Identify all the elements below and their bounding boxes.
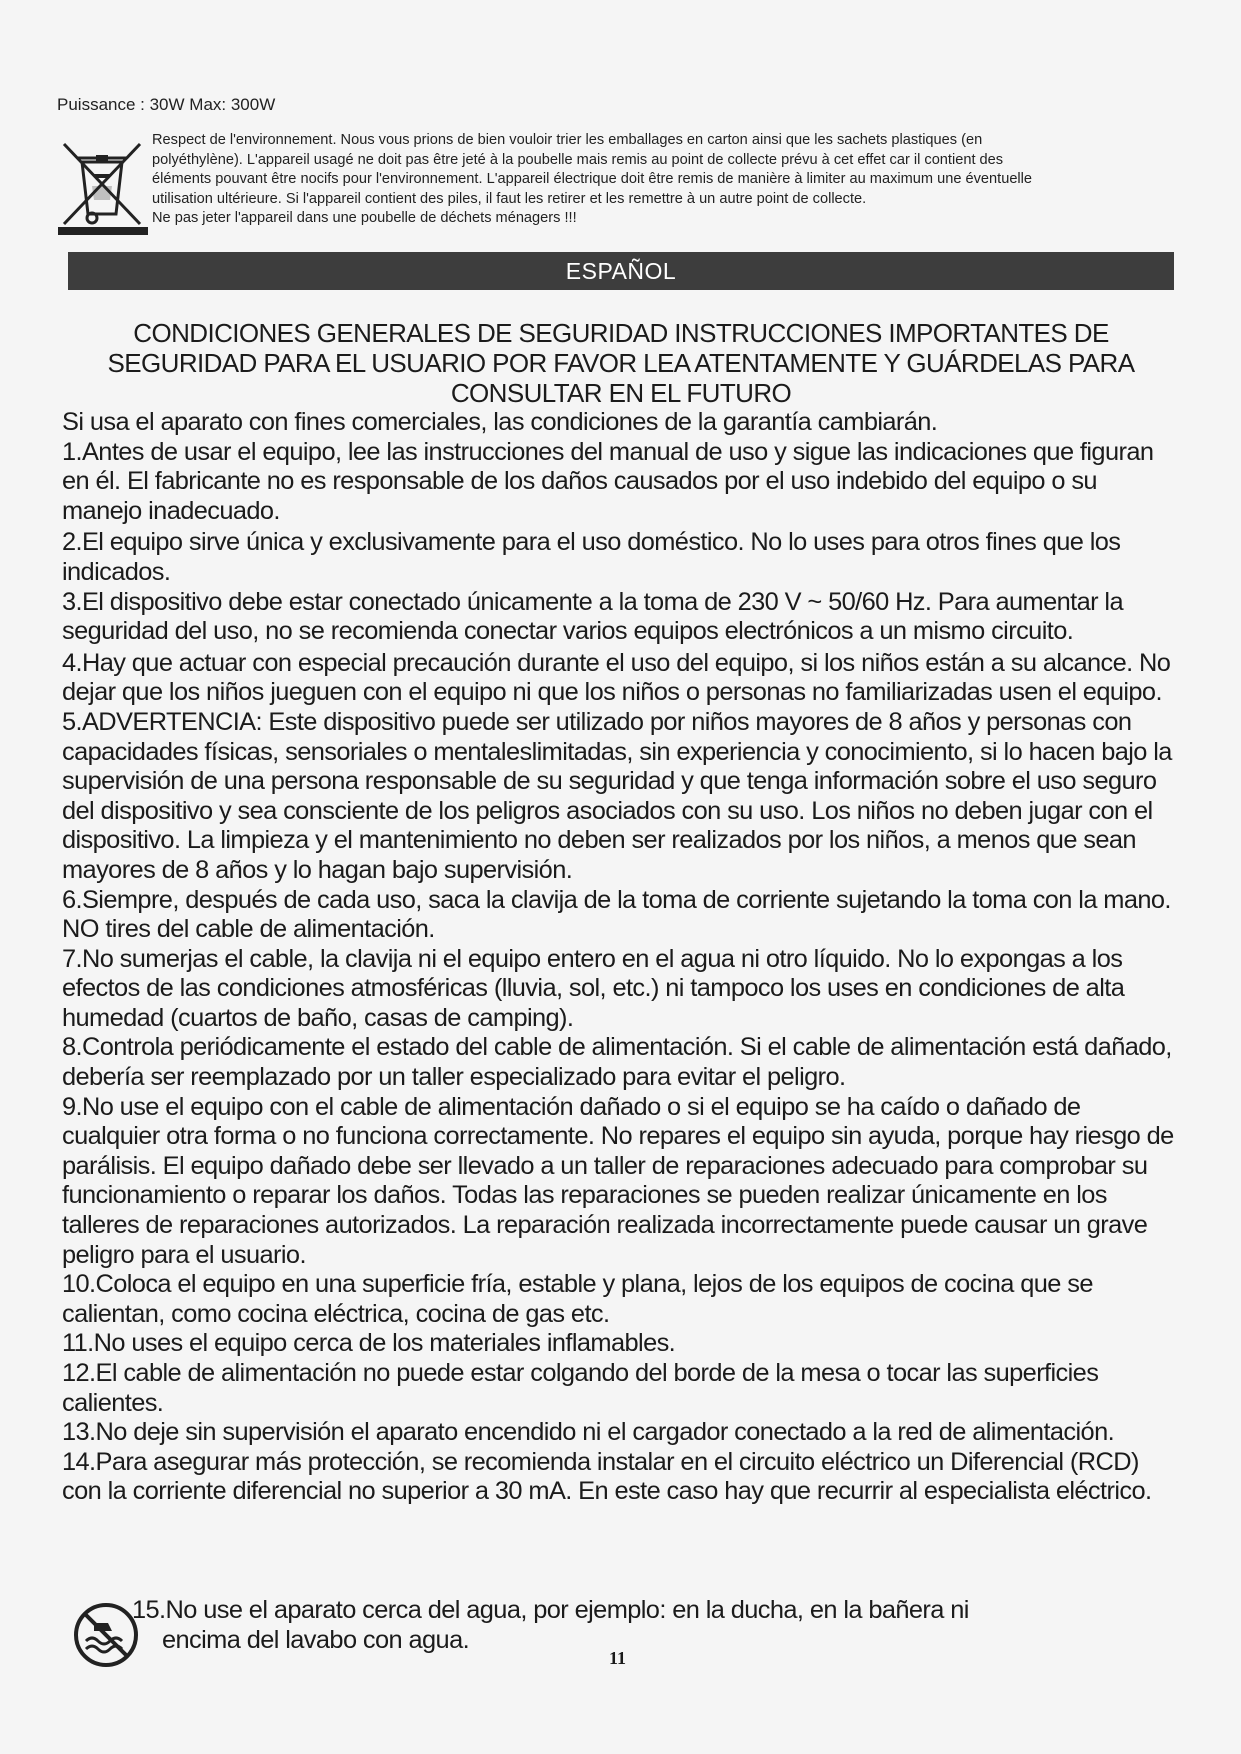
env-line: Respect de l'environnement. Nous vous prions de bien vouloir trier les emballages en carton ainsi que les sachets plastiques (en bbox=[152, 132, 983, 148]
env-line: polyéthylène). L'appareil usagé ne doit pas être jeté à la poubelle mais remis au point de collecte prévu à cet effet car il contient des bbox=[152, 151, 1004, 168]
instruction-item-15 bbox=[62, 1596, 1180, 1655]
instruction-item: 2.El equipo sirve única y exclusivamente para el uso doméstico. No lo uses para otros fines que los indicados. bbox=[62, 528, 1121, 586]
power-rating: Puissance : 30W Max: 300W bbox=[57, 95, 276, 114]
language-section-bar: ESPAÑOL bbox=[68, 252, 1174, 290]
env-line: Ne pas jeter l'appareil dans une poubelle de déchets ménagers !!! bbox=[152, 210, 577, 227]
safety-instructions bbox=[62, 318, 1180, 1507]
instruction-item: 9.No use el equipo con el cable de alimentación dañado o si el equipo se ha caído o dañado de cualquier otra forma o no funciona correctamente. No repares el equipo sin ayuda, porque hay riesgo de parálisis. El equipo dañado debe ser llevado a un taller de reparaciones adecuado para comprobar su funcionamiento o reparar los daños. Todas las reparaciones se pueden realizar únicamente en los talleres de reparaciones autorizados. La reparación realizada incorrectamente puede causar un grave peligro para el usuario. bbox=[62, 1092, 1174, 1269]
page-number: 11 bbox=[609, 1648, 627, 1668]
instruction-item: 4.Hay que actuar con especial precaución durante el uso del equipo, si los niños están a su alcance. No dejar que los niños jueguen con el equipo ni que los niños o personas no familiarizadas usen el equipo. bbox=[62, 648, 1171, 707]
crossed-out-wheelie-bin-icon bbox=[56, 138, 148, 238]
instruction-item: 5.ADVERTENCIA: Este dispositivo puede ser utilizado por niños mayores de 8 años y personas con capacidades físicas, sensoriales o mentaleslimitadas, sin experiencia y conocimiento, si lo hacen bajo la supervisión de una persona responsable de su seguridad y que tenga información sobre el uso seguro del dispositivo y sea consciente de los peligros asociados con su uso. Los niños no deben jugar con el dispositivo. La limpieza y el mantenimiento no deben ser realizados por los niños, a menos que sean mayores de 8 años y lo hagan bajo supervisión. bbox=[62, 707, 1172, 884]
env-line: éléments pouvant être nocifs pour l'environnement. L'appareil électrique doit être remis de manière à limiter au maximum une éventuelle bbox=[152, 171, 1033, 188]
instruction-item: 13.No deje sin supervisión el aparato encendido ni el cargador conectado a la red de alimentación. bbox=[62, 1418, 1115, 1447]
item15-line1: 15.No use el aparato cerca del agua, por ejemplo: en la ducha, en la bañera ni bbox=[132, 1596, 969, 1624]
instruction-item: 7.No sumerjas el cable, la clavija ni el equipo entero en el agua ni otro líquido. No lo expongas a los efectos de las condiciones atmosféricas (lluvia, sol, etc.) ni tampoco los uses en condiciones de alta humedad (cuartos de baño, casas de camping). bbox=[62, 944, 1125, 1032]
environment-notice bbox=[152, 131, 1192, 229]
instruction-item: 10.Coloca el equipo en una superficie fría, estable y plana, lejos de los equipos de cocina que se calientan, como cocina eléctrica, cocina de gas etc. bbox=[62, 1270, 1093, 1328]
section-title: CONDICIONES GENERALES DE SEGURIDAD INSTRUCCIONES IMPORTANTES DE SEGURIDAD PARA EL USUARIO POR FAVOR LEA ATENTAMENTE Y GUÁRDELAS PARA CONSULTAR EN EL FUTURO bbox=[107, 318, 1135, 408]
instruction-item: 14.Para asegurar más protección, se recomienda instalar en el circuito eléctrico un Diferencial (RCD) con la corriente diferencial no superior a 30 mA. En este caso hay que recurrir al especialista eléctrico. bbox=[62, 1447, 1152, 1506]
instruction-item: 8.Controla periódicamente el estado del cable de alimentación. Si el cable de alimentación está dañado, debería ser reemplazado por un taller especializado para evitar el peligro. bbox=[62, 1033, 1172, 1092]
instruction-item: 1.Antes de usar el equipo, lee las instrucciones del manual de uso y sigue las indicaciones que figuran en él. El fabricante no es responsable de los daños causados por el uso indebido del equipo o su manejo inadecuado. bbox=[62, 437, 1154, 525]
item15-line2: encima del lavabo con agua. bbox=[162, 1625, 470, 1654]
intro-paragraph: Si usa el aparato con fines comerciales, las condiciones de la garantía cambiarán. bbox=[62, 408, 938, 436]
instruction-item: 11.No uses el equipo cerca de los materiales inflamables. bbox=[62, 1329, 676, 1358]
instruction-item: 12.El cable de alimentación no puede estar colgando del borde de la mesa o tocar las superficies calientes. bbox=[62, 1359, 1099, 1417]
env-line: utilisation ultérieure. Si l'appareil contient des piles, il faut les retirer et les remettre à un autre point de collecte. bbox=[152, 190, 867, 207]
instruction-item: 3.El dispositivo debe estar conectado únicamente a la toma de 230 V ~ 50/60 Hz. Para aumentar la seguridad del uso, no se recomienda conectar varios equipos electrónicos a un mismo circuito. bbox=[62, 587, 1123, 646]
instruction-item: 6.Siempre, después de cada uso, saca la clavija de la toma de corriente sujetando la toma con la mano. NO tires del cable de alimentación. bbox=[62, 885, 1171, 944]
